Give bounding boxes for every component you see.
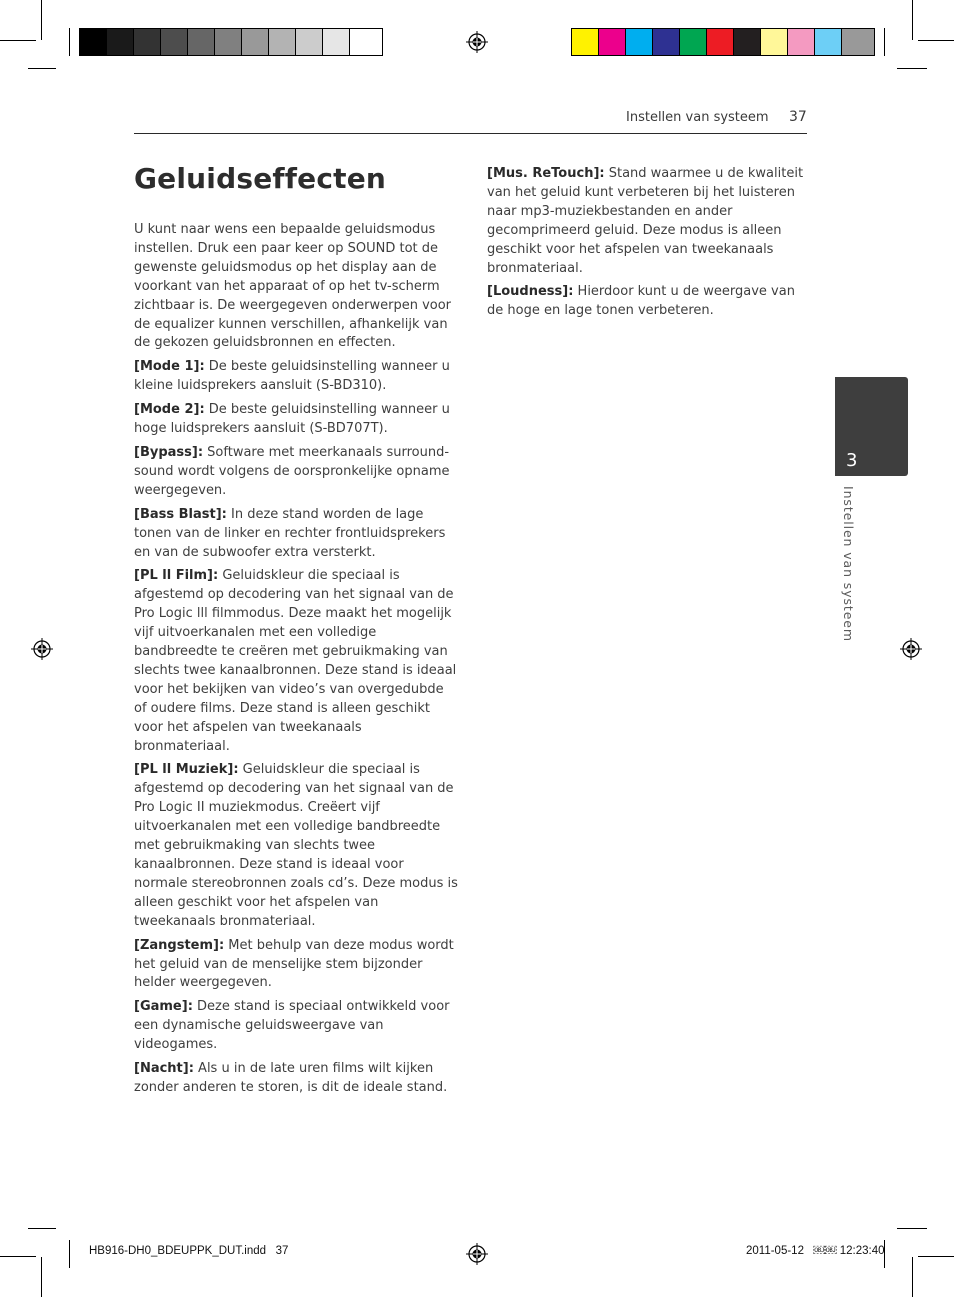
- right-column: [487, 165, 809, 326]
- gray-swatch: [350, 29, 382, 55]
- mode-description: De beste geluidsinstelling wanneer u hoge luidsprekers aansluit (S-BD707T).: [134, 402, 450, 437]
- registration-mark-icon: [31, 638, 53, 660]
- mode-description: Met behulp van deze modus wordt het geluid van de menselijke stem bijzonder helder weergegeven.: [134, 937, 454, 991]
- mode-label: [PL ll Film]:: [134, 568, 219, 584]
- mode-label: [Bass Blast]:: [134, 506, 227, 522]
- registration-mark-icon: [466, 31, 488, 53]
- mode-label: [Mode 2]:: [134, 402, 205, 418]
- gray-swatch: [80, 29, 107, 55]
- mode-entry: [134, 998, 458, 1055]
- color-swatch: [788, 29, 815, 55]
- intro-paragraph: U kunt naar wens een bepaalde geluidsmodus instellen. Druk een paar keer op SOUND tot de gewenste geluidsmodus op het display aan de voorkant van het apparaat of op het tv-scherm zichtbaar is. De weergegeven onderwerpen voor de equalizer kunnen verschillen, afhankelijk van de gekozen geluidsbronnen en effecten.: [134, 222, 452, 351]
- footer-timestamp: 2011-05-12 ￼￼ 12:23:40: [746, 1245, 885, 1257]
- header-rule: [134, 133, 807, 134]
- mode-entry: [134, 567, 458, 756]
- mode-entry: [487, 165, 809, 278]
- mode-entry: [134, 1060, 458, 1098]
- mode-entry: [487, 283, 809, 321]
- color-swatch: [653, 29, 680, 55]
- gray-swatch: [215, 29, 242, 55]
- mode-label: [Mus. ReTouch]:: [487, 166, 605, 181]
- color-swatch: [734, 29, 761, 55]
- gray-swatch: [296, 29, 323, 55]
- mode-label: [Mode 1]:: [134, 359, 205, 375]
- page-number: 37: [789, 109, 807, 125]
- mode-description: Geluidskleur die speciaal is afgestemd op decodering van het signaal van de Pro Logic lll filmmodus. Deze maakt het mogelijk vijf uitvoerkanalen met een volledige bandbreedte te creëren met gebruikmaking van slechts twee kanaalbronnen. Deze stand is ideaal voor het bekijken van video’s van overgedubde of oudere films. Deze stand is alleen geschikt voor het afspelen van tweekanaals bronmateriaal.: [134, 568, 457, 754]
- color-swatch: [815, 29, 842, 55]
- gray-swatch: [269, 29, 296, 55]
- color-swatch: [707, 29, 734, 55]
- chapter-number: 3: [846, 450, 858, 471]
- mode-label: [Bypass]:: [134, 444, 204, 460]
- mode-label: [Nacht]:: [134, 1061, 194, 1077]
- mode-description: Software met meerkanaals surround-sound wordt volgens de oorspronkelijke opname weergegeven.: [134, 444, 450, 498]
- mode-description: De beste geluidsinstelling wanneer u kleine luidsprekers aansluit (S-BD310).: [134, 359, 450, 394]
- registration-mark-icon: [466, 1243, 488, 1265]
- mode-entry: [134, 761, 458, 931]
- gray-swatch: [323, 29, 350, 55]
- color-swatch: [599, 29, 626, 55]
- mode-description: Als u in de late uren films wilt kijken zonder anderen te storen, is dit de ideale stand.: [134, 1061, 448, 1095]
- mode-description: Stand waarmee u de kwaliteit van het geluid kunt verbeteren bij het luisteren naar mp3-muziekbestanden en ander gecomprimeerd geluid. Deze modus is alleen geschikt voor het afspelen van tweekanaals bronmateriaal.: [487, 166, 804, 276]
- gray-swatch: [242, 29, 269, 55]
- mode-description: In deze stand worden de lage tonen van de linker en rechter frontluidsprekers en van de subwoofer extra versterkt.: [134, 506, 446, 560]
- chapter-side-label: Instellen van systeem: [841, 486, 856, 642]
- gray-swatch: [107, 29, 134, 55]
- page-title: Geluidseffecten: [134, 162, 387, 195]
- gray-swatch: [134, 29, 161, 55]
- color-swatch: [626, 29, 653, 55]
- gray-swatch: [161, 29, 188, 55]
- mode-entry: [134, 506, 458, 563]
- footer-file-info: HB916-DH0_BDEUPPK_DUT.indd 37: [89, 1245, 289, 1257]
- mode-description: Hierdoor kunt u de weergave van de hoge en lage tonen verbeteren.: [487, 284, 795, 319]
- mode-entry: [134, 401, 458, 439]
- mode-entry: [134, 444, 458, 501]
- mode-label: [Game]:: [134, 999, 193, 1015]
- color-swatch: [761, 29, 788, 55]
- color-swatch: [680, 29, 707, 55]
- gray-swatch: [188, 29, 215, 55]
- color-swatch: [572, 29, 599, 55]
- running-header-title: Instellen van systeem: [626, 110, 769, 125]
- color-swatch: [842, 29, 874, 55]
- mode-label: [Loudness]:: [487, 284, 574, 300]
- mode-entry: [134, 937, 458, 994]
- registration-mark-icon: [900, 638, 922, 660]
- mode-description: Deze stand is speciaal ontwikkeld voor een dynamische geluidsweergave van videogames.: [134, 999, 450, 1053]
- mode-label: [Zangstem]:: [134, 937, 225, 953]
- mode-entry: [134, 358, 458, 396]
- mode-description: Geluidskleur die speciaal is afgestemd op decodering van het signaal van de Pro Logic II muziekmodus. Creëert vijf uitvoerkanalen met een volledige bandbreedte met gebruikmaking van slechts twee kanaalbronnen. Deze stand is ideaal voor normale stereobronnen zoals cd’s. Deze modus is alleen geschikt voor het afspelen van tweekanaals bronmateriaal.: [134, 762, 458, 929]
- mode-label: [PL ll Muziek]:: [134, 762, 239, 778]
- left-column: [134, 221, 458, 1103]
